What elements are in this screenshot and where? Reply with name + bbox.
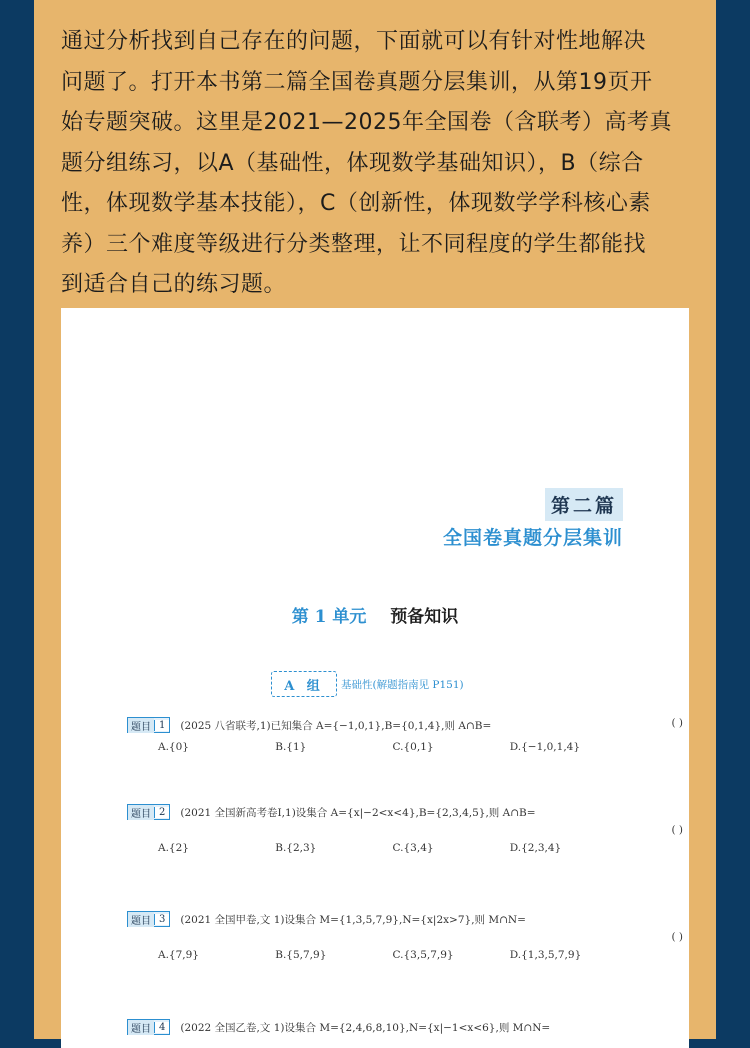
option: A.{7,9} <box>158 949 199 961</box>
answer-paren: ( ) <box>671 931 683 943</box>
intro-line: 题分组练习，以A（基础性，体现数学基础知识），B（综合 <box>61 150 644 176</box>
question-tag <box>127 717 170 733</box>
option: B.{5,7,9} <box>275 949 327 961</box>
unit-name: 预备知识 <box>390 607 459 627</box>
option: C.{3,5,7,9} <box>392 949 454 961</box>
question-item <box>127 910 683 964</box>
option: C.{0,1} <box>392 741 434 753</box>
question-head <box>127 1018 627 1036</box>
intro-line: 性，体现数学基本技能），C（创新性，体现数学学科核心素 <box>61 191 651 216</box>
question-stem: (2021 全国甲卷,文 1)设集合 M={1,3,5,7,9},N={x|2x>7},则 M∩N= <box>180 913 526 926</box>
question-head <box>127 803 627 821</box>
intro-line: 到适合自己的练习题。 <box>61 272 287 297</box>
option: B.{2,3} <box>275 842 317 854</box>
part-label: 第二篇 <box>545 488 623 521</box>
question-item <box>127 716 683 756</box>
unit-heading <box>61 602 689 627</box>
question-tag-label: 题目 <box>128 912 154 927</box>
question-number: 2 <box>154 807 169 818</box>
question-tag <box>127 804 170 820</box>
question-head <box>127 716 627 734</box>
book-page-preview <box>61 308 689 1048</box>
question-tag <box>127 1019 170 1035</box>
intro-line: 养）三个难度等级进行分类整理，让不同程度的学生都能找 <box>61 231 647 257</box>
group-badge: A 组 <box>271 671 337 697</box>
option: D.{2,3,4} <box>509 842 562 854</box>
question-options <box>158 839 627 857</box>
intro-paragraph <box>61 22 701 306</box>
question-stem: (2021 全国新高考卷Ⅰ,1)设集合 A={x|−2<x<4},B={2,3,4,5},则 A∩B= <box>180 806 536 819</box>
question-item <box>127 803 683 857</box>
question-stem: (2022 全国乙卷,文 1)设集合 M={2,4,6,8,10},N={x|−1<x<6},则 M∩N= <box>180 1021 551 1034</box>
question-number: 1 <box>154 720 169 731</box>
question-number: 4 <box>154 1022 169 1033</box>
option: A.{0} <box>158 741 189 753</box>
option: D.{1,3,5,7,9} <box>509 949 582 961</box>
question-number: 3 <box>154 914 169 925</box>
question-tag <box>127 911 170 927</box>
intro-line: 通过分析找到自己存在的问题，下面就可以有针对性地解决 <box>61 29 647 54</box>
question-options <box>158 738 627 756</box>
option: C.{3,4} <box>392 842 434 854</box>
answer-paren: ( ) <box>671 824 683 836</box>
question-tag-label: 题目 <box>128 1020 154 1035</box>
question-tag-label: 题目 <box>128 718 154 733</box>
question-tag-label: 题目 <box>128 805 154 820</box>
answer-paren: ( ) <box>671 717 683 729</box>
intro-line: 问题了。打开本书第二篇全国卷真题分层集训，从第19页开 <box>61 69 653 95</box>
unit-number: 第 1 单元 <box>291 607 367 627</box>
question-item <box>127 1018 627 1036</box>
option: A.{2} <box>158 842 189 854</box>
question-options <box>158 946 627 964</box>
group-header <box>271 670 464 698</box>
part-title: 全国卷真题分层集训 <box>442 527 623 549</box>
option: B.{1} <box>275 741 307 753</box>
group-note: 基础性(解题指南见 P151) <box>341 678 464 691</box>
intro-line: 始专题突破。这里是2021—2025年全国卷（含联考）高考真 <box>61 110 672 135</box>
question-stem: (2025 八省联考,1)已知集合 A={−1,0,1},B={0,1,4},则 A∩B= <box>180 719 492 732</box>
question-head <box>127 910 627 928</box>
option: D.{−1,0,1,4} <box>509 741 581 753</box>
